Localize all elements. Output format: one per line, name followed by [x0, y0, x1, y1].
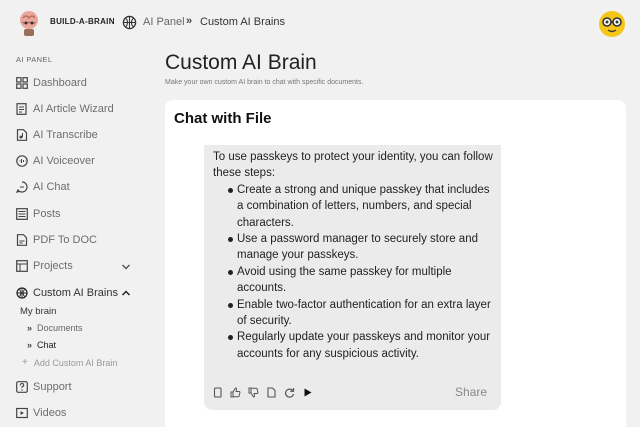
card-title: Chat with File: [174, 110, 272, 127]
breadcrumb-ai-panel[interactable]: AI Panel: [143, 16, 185, 28]
user-avatar[interactable]: [598, 10, 626, 38]
sidebar-item-label: Posts: [33, 208, 61, 220]
sidebar-item-pdf-to-doc[interactable]: [16, 231, 136, 249]
list-item: Regularly update your passkeys and monitor your accounts for any suspicious activity.: [228, 329, 493, 362]
double-chevron-right-icon: »: [27, 323, 33, 333]
sidebar-item-posts[interactable]: [16, 205, 136, 223]
chevron-up-icon[interactable]: [121, 288, 131, 298]
list-item: Create a strong and unique passkey that includes a combination of letters, numbers, and special characters.: [228, 182, 493, 231]
add-custom-brain-label: Add Custom AI Brain: [33, 357, 118, 368]
sidebar-item-label: AI Chat: [33, 181, 70, 193]
sidebar-item-custom-ai-brains[interactable]: [16, 284, 136, 302]
sidebar-item-label: Support: [33, 381, 72, 393]
sub-item-documents[interactable]: [27, 323, 83, 333]
sidebar-item-label: Projects: [33, 260, 73, 272]
sidebar-item-label: PDF To DOC: [33, 234, 97, 246]
document-edit-icon: [16, 103, 28, 115]
chevron-down-icon[interactable]: [121, 262, 131, 272]
message-actions: [212, 387, 320, 398]
sidebar-item-label: AI Transcribe: [33, 129, 98, 141]
sidebar-item-videos[interactable]: [16, 404, 136, 422]
sidebar-item-dashboard[interactable]: [16, 74, 136, 92]
brain-globe-icon: [122, 15, 137, 30]
sidebar-item-support[interactable]: [16, 378, 136, 396]
list-item: Use a password manager to securely store and manage your passkeys.: [228, 231, 493, 264]
message-text[interactable]: [213, 149, 493, 362]
sidebar-item-label: AI Article Wizard: [33, 103, 114, 115]
copy-icon[interactable]: [212, 387, 223, 398]
video-icon: [16, 407, 28, 419]
message-steps-list: [228, 182, 493, 362]
voiceover-icon: [16, 155, 28, 167]
thumbs-up-icon[interactable]: [230, 387, 241, 398]
list-item: Enable two-factor authentication for an extra layer of security.: [228, 297, 493, 330]
help-icon: [16, 381, 28, 393]
sidebar-item-label: Dashboard: [33, 77, 87, 89]
sidebar-item-ai-chat[interactable]: [16, 178, 136, 196]
breadcrumb-current: Custom AI Brains: [200, 16, 285, 28]
chat-icon: [16, 181, 28, 193]
sidebar-item-ai-article-wizard[interactable]: [16, 100, 136, 118]
refresh-icon[interactable]: [284, 387, 295, 398]
pdf-icon: [16, 234, 28, 246]
brain-globe-icon: [16, 287, 28, 299]
sub-item-label: Documents: [37, 323, 83, 333]
chat-card: [165, 100, 626, 427]
page-title: Custom AI Brain: [165, 51, 317, 74]
double-chevron-right-icon: »: [27, 340, 33, 350]
add-custom-brain-link[interactable]: [22, 357, 117, 368]
brain-logo-icon[interactable]: [16, 9, 42, 37]
sidebar-item-label: Videos: [33, 407, 67, 419]
sub-item-chat[interactable]: [27, 340, 56, 350]
top-bar: [0, 0, 640, 46]
play-icon[interactable]: [302, 387, 313, 398]
brain-name[interactable]: My brain: [20, 306, 57, 317]
list-item: Avoid using the same passkey for multiple accounts.: [228, 264, 493, 297]
message-intro: To use passkeys to protect your identity, you can follow these steps:: [213, 151, 493, 180]
share-button[interactable]: Share: [454, 385, 487, 399]
brand-name[interactable]: BUILD-A-BRAIN: [50, 17, 115, 26]
breadcrumb-separator-icon: »: [186, 15, 193, 27]
thumbs-down-icon[interactable]: [248, 387, 259, 398]
sidebar-item-label: AI Voiceover: [33, 155, 95, 167]
sidebar-heading: AI PANEL: [16, 55, 53, 64]
sidebar-item-ai-voiceover[interactable]: [16, 152, 136, 170]
audio-file-icon: [16, 129, 28, 141]
file-icon[interactable]: [266, 387, 277, 398]
sub-item-label: Chat: [37, 340, 57, 350]
dashboard-icon: [16, 77, 28, 89]
chat-message: [204, 145, 501, 410]
posts-icon: [16, 208, 28, 220]
sidebar-item-label: Custom AI Brains: [33, 287, 118, 299]
page-subtitle: Make your own custom AI brain to chat with specific documents.: [165, 79, 364, 86]
sidebar-item-ai-transcribe[interactable]: [16, 126, 136, 144]
sidebar-item-projects[interactable]: [16, 257, 136, 275]
plus-icon: +: [22, 357, 28, 368]
projects-icon: [16, 260, 28, 272]
